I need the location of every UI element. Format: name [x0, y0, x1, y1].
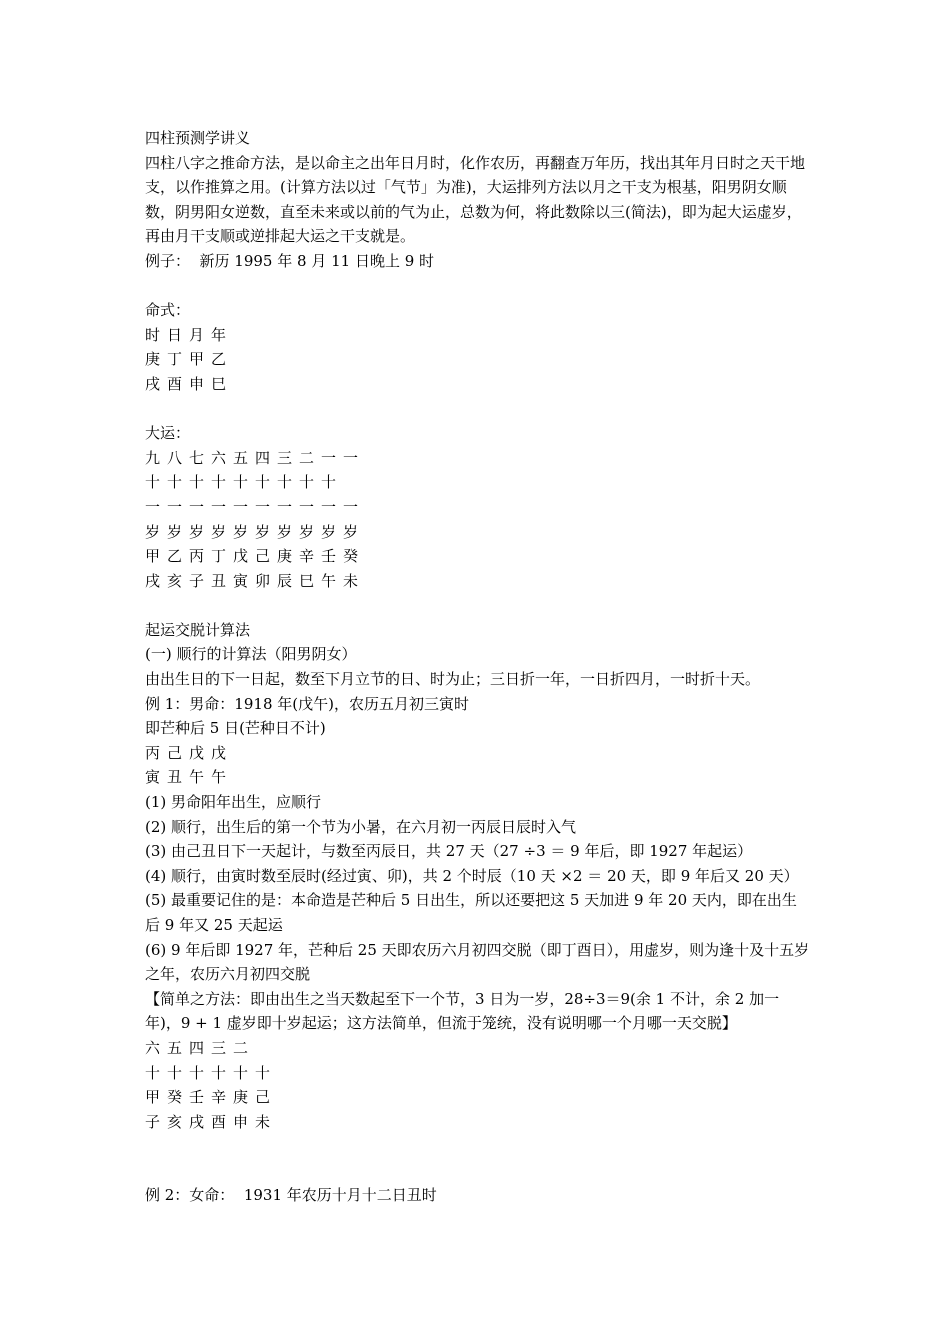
simple-method: 【简单之方法：即由出生之当天数起至下一个节，3 日为一岁，28÷3＝9(余 1 不计，余 2 加一年)，9 + 1 虚岁即十岁起运；这方法简单，但流于笼统，没有说明哪一个月哪一天交脱】 [145, 989, 780, 1033]
dayun-cell: 岁 [321, 522, 337, 541]
example2-line: 例 2：女命： 1931 年农历十月十二日丑时 [145, 1186, 437, 1205]
mingshi-cell: 戌 [145, 374, 161, 393]
dayun-cell: 十 [189, 473, 205, 492]
pillar-cell: 寅 [145, 768, 161, 787]
document-page [145, 126, 810, 1208]
example1-line: 例 1：男命：1918 年(戊午)，农历五月初三寅时 [145, 694, 469, 713]
dayun-cell: 辰 [277, 571, 293, 590]
luck-cell: 子 [145, 1112, 161, 1131]
dayun-cell: 四 [255, 448, 271, 467]
mingshi-cell: 月 [189, 325, 205, 344]
mingshi-cell: 酉 [167, 374, 183, 393]
mingshi-cell: 巳 [211, 374, 227, 393]
example1-luck-table [145, 1036, 810, 1134]
dayun-cell: 三 [277, 448, 293, 467]
dayun-cell: 一 [189, 497, 205, 516]
dayun-cell: 戊 [233, 547, 249, 566]
dayun-cell: 九 [145, 448, 161, 467]
dayun-cell: 子 [189, 571, 205, 590]
mingshi-cell: 庚 [145, 350, 161, 369]
luck-cell: 壬 [189, 1088, 205, 1107]
luck-row [145, 1085, 810, 1110]
step-3: (3) 由己丑日下一天起计，与数至丙辰日，共 27 天（27 ÷3 ＝ 9 年后，即 1927 年起运） [145, 842, 753, 861]
luck-cell: 戌 [189, 1112, 205, 1131]
dayun-row [145, 544, 810, 569]
luck-cell: 五 [167, 1038, 183, 1057]
luck-cell: 癸 [167, 1088, 183, 1107]
dayun-cell: 岁 [233, 522, 249, 541]
mingshi-label: 命式： [145, 301, 191, 320]
luck-cell: 辛 [211, 1088, 227, 1107]
luck-cell: 三 [211, 1038, 227, 1057]
dayun-cell: 十 [321, 473, 337, 492]
pillar-row [145, 765, 810, 790]
dayun-cell: 丙 [189, 547, 205, 566]
pillar-cell: 午 [211, 768, 227, 787]
dayun-cell: 一 [321, 497, 337, 516]
pillar-cell: 丙 [145, 743, 161, 762]
dayun-cell: 岁 [189, 522, 205, 541]
dayun-cell: 十 [277, 473, 293, 492]
mingshi-cell: 日 [167, 325, 183, 344]
dayun-cell: 一 [299, 497, 315, 516]
dayun-cell: 一 [211, 497, 227, 516]
dayun-row [145, 470, 810, 495]
pillar-cell: 己 [167, 743, 183, 762]
luck-cell: 酉 [211, 1112, 227, 1131]
example1-pillars [145, 741, 810, 790]
dayun-row [145, 569, 810, 594]
spacer [145, 274, 810, 299]
dayun-cell: 十 [211, 473, 227, 492]
dayun-row [145, 495, 810, 520]
pillar-cell: 午 [189, 768, 205, 787]
dayun-cell: 己 [255, 547, 271, 566]
dayun-cell: 未 [343, 571, 359, 590]
luck-cell: 四 [189, 1038, 205, 1057]
luck-cell: 十 [189, 1063, 205, 1082]
example1-note: 即芒种后 5 日(芒种日不计) [145, 719, 326, 738]
mingshi-cell: 年 [211, 325, 227, 344]
dayun-cell: 寅 [233, 571, 249, 590]
doc-title: 四柱预测学讲义 [145, 129, 251, 147]
pillar-row [145, 741, 810, 766]
luck-cell: 未 [255, 1112, 271, 1131]
qiyun-rule: 由出生日的下一日起，数至下月立节的日、时为止；三日折一年，一日折四月，一时折十天。 [145, 670, 761, 689]
intro-paragraph: 四柱八字之推命方法，是以命主之出年日月时，化作农历，再翻查万年历，找出其年月日时之天干地支，以作推算之用。(计算方法以过「气节」为准)，大运排列方法以月之干支为根基，阳男阴女顺数，阴男阳女逆数，直至未来或以前的气为止，总数为何，将此数除以三(简法)，即为起大运虚岁，再由月干支顺或逆排起大运之干支就是。 [145, 153, 806, 246]
dayun-cell: 七 [189, 448, 205, 467]
mingshi-cell: 丁 [167, 350, 183, 369]
step-6: (6) 9 年后即 1927 年，芒种后 25 天即农历六月初四交脱（即丁酉日），用虚岁，则为逢十及十五岁之年，农历六月初四交脱 [145, 940, 810, 984]
dayun-cell: 八 [167, 448, 183, 467]
mingshi-cell: 乙 [211, 350, 227, 369]
dayun-cell: 一 [343, 497, 359, 516]
mingshi-cell: 时 [145, 325, 161, 344]
mingshi-table [145, 323, 810, 397]
dayun-cell: 一 [233, 497, 249, 516]
luck-cell: 十 [255, 1063, 271, 1082]
dayun-cell: 十 [145, 473, 161, 492]
dayun-cell: 一 [255, 497, 271, 516]
luck-cell: 十 [145, 1063, 161, 1082]
pillar-cell: 丑 [167, 768, 183, 787]
dayun-cell: 六 [211, 448, 227, 467]
mingshi-row [145, 372, 810, 397]
spacer [145, 397, 810, 422]
dayun-cell: 岁 [211, 522, 227, 541]
dayun-cell: 一 [321, 448, 337, 467]
luck-cell: 亥 [167, 1112, 183, 1131]
dayun-cell: 岁 [343, 522, 359, 541]
dayun-cell: 岁 [145, 522, 161, 541]
luck-cell: 十 [211, 1063, 227, 1082]
dayun-cell: 十 [255, 473, 271, 492]
luck-row [145, 1061, 810, 1086]
luck-row [145, 1036, 810, 1061]
dayun-cell: 甲 [145, 547, 161, 566]
dayun-cell: 壬 [321, 547, 337, 566]
mingshi-cell: 申 [189, 374, 205, 393]
mingshi-row [145, 347, 810, 372]
dayun-cell: 十 [299, 473, 315, 492]
luck-cell: 十 [167, 1063, 183, 1082]
dayun-cell: 五 [233, 448, 249, 467]
luck-cell: 六 [145, 1038, 161, 1057]
luck-cell: 庚 [233, 1088, 249, 1107]
dayun-row [145, 520, 810, 545]
dayun-table [145, 446, 810, 594]
luck-cell: 十 [233, 1063, 249, 1082]
dayun-cell: 亥 [167, 571, 183, 590]
mingshi-cell: 甲 [189, 350, 205, 369]
luck-cell: 申 [233, 1112, 249, 1131]
dayun-cell: 辛 [299, 547, 315, 566]
dayun-cell: 乙 [167, 547, 183, 566]
luck-row [145, 1110, 810, 1135]
step-2: (2) 顺行，出生后的第一个节为小暑，在六月初一丙辰日辰时入气 [145, 817, 577, 836]
example-line: 例子： 新历 1995 年 8 月 11 日晚上 9 时 [145, 251, 435, 270]
dayun-cell: 丁 [211, 547, 227, 566]
dayun-cell: 癸 [343, 547, 359, 566]
dayun-cell: 一 [145, 497, 161, 516]
spacer [145, 593, 810, 618]
dayun-cell: 一 [277, 497, 293, 516]
dayun-cell: 丑 [211, 571, 227, 590]
qiyun-heading: 起运交脱计算法 [145, 620, 251, 639]
dayun-cell: 庚 [277, 547, 293, 566]
luck-cell: 二 [233, 1038, 249, 1057]
pillar-cell: 戊 [189, 743, 205, 762]
step-4: (4) 顺行，由寅时数至辰时(经过寅、卯)，共 2 个时辰（10 天 ×2 ＝ 20 天，即 9 年后又 20 天） [145, 866, 799, 885]
step-1: (1) 男命阳年出生，应顺行 [145, 793, 322, 812]
dayun-cell: 十 [233, 473, 249, 492]
dayun-cell: 岁 [255, 522, 271, 541]
luck-cell: 己 [255, 1088, 271, 1107]
dayun-cell: 一 [343, 448, 359, 467]
dayun-cell: 二 [299, 448, 315, 467]
luck-cell: 甲 [145, 1088, 161, 1107]
dayun-cell: 巳 [299, 571, 315, 590]
mingshi-row [145, 323, 810, 348]
dayun-cell: 岁 [277, 522, 293, 541]
dayun-cell: 一 [167, 497, 183, 516]
dayun-cell: 卯 [255, 571, 271, 590]
dayun-cell: 十 [167, 473, 183, 492]
step-5: (5) 最重要记住的是：本命造是芒种后 5 日出生，所以还要把这 5 天加进 9 年 20 天内，即在出生后 9 年又 25 天起运 [145, 891, 797, 934]
qiyun-subheading: (一) 顺行的计算法（阳男阴女） [145, 645, 357, 664]
dayun-cell: 戌 [145, 571, 161, 590]
spacer [145, 1134, 810, 1183]
dayun-cell: 午 [321, 571, 337, 590]
pillar-cell: 戊 [211, 743, 227, 762]
dayun-cell: 岁 [299, 522, 315, 541]
dayun-cell: 岁 [167, 522, 183, 541]
dayun-label: 大运： [145, 424, 191, 443]
dayun-row [145, 446, 810, 471]
